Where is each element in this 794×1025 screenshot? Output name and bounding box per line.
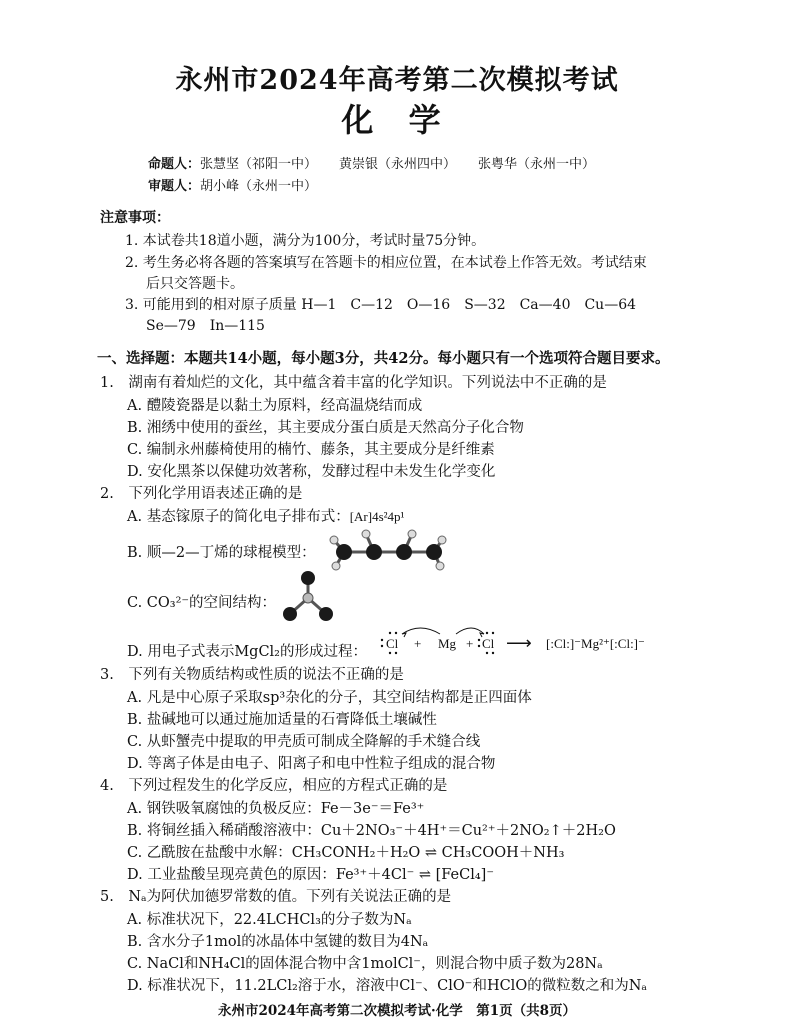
q4-option-b: B. 将铜丝插入稀硝酸溶液中：Cu＋2NO₃⁻＋4H⁺＝Cu²⁺＋2NO₂↑＋2H₂O [127, 823, 616, 839]
q1-option-a: A. 醴陵瓷器是以黏土为原料，经高温烧结而成 [127, 398, 423, 414]
notice-item-3-cont: Se—79 In—115 [146, 318, 265, 334]
notice-item-2-cont: 后只交答题卡。 [146, 276, 244, 292]
q4-option-a: A. 钢铁吸氧腐蚀的负极反应：Fe－3e⁻＝Fe³⁺ [127, 801, 425, 817]
setter-2: 黄崇银（永州四中） [339, 157, 457, 172]
q1-option-b: B. 湘绣中使用的蚕丝，其主要成分蛋白质是天然高分子化合物 [127, 420, 524, 436]
q1-option-d: D. 安化黑茶以保健功效著称，发酵过程中未发生化学变化 [127, 464, 496, 480]
reviewer-name: 胡小峰（永州一中） [200, 179, 318, 194]
formula-plus-left: + [414, 636, 422, 651]
formula-cl-right: Cl [482, 636, 495, 651]
q2-option-c: C. CO₃²⁻的空间结构： [127, 595, 277, 611]
q5-option-c: C. NaCl和NH₄Cl的固体混合物中含1molCl⁻，则混合物中质子数为28Nₐ [127, 956, 603, 972]
page-footer: 永州市2024年高考第二次模拟考试·化学 第1页（共8页） [217, 1003, 577, 1019]
q1-stem: 1. 湖南有着灿烂的文化，其中蕴含着丰富的化学知识。下列说法中不正确的是 [100, 375, 607, 391]
q5-stem: 5. Nₐ为阿伏加德罗常数的值。下列有关说法正确的是 [100, 889, 452, 905]
q4-stem: 4. 下列过程发生的化学反应，相应的方程式正确的是 [100, 778, 448, 794]
formula-cl-left: Cl [386, 636, 399, 651]
q2-option-d: D. 用电子式表示MgCl₂的形成过程： [127, 644, 367, 660]
formula-arrow: ⟶ [506, 633, 532, 653]
formula-mg: Mg [438, 636, 457, 651]
notice-item-1: 1. 本试卷共18道小题，满分为100分，考试时量75分钟。 [125, 233, 486, 249]
setter-3: 张粤华（永州一中） [478, 157, 596, 172]
carbonate-spatial-structure [276, 568, 340, 628]
q4-option-c: C. 乙酰胺在盐酸中水解：CH₃CONH₂＋H₂O ⇌ CH₃COOH＋NH₃ [127, 845, 565, 861]
q3-option-b: B. 盐碱地可以通过施加适量的石膏降低土壤碱性 [127, 712, 437, 728]
setters-line [148, 153, 595, 172]
q2-option-b: B. 顺—2—丁烯的球棍模型： [127, 545, 316, 561]
notice-item-2: 2. 考生务必将各题的答案填写在答题卡的相应位置，在本试卷上作答无效。考试结束 [125, 255, 647, 271]
mgcl2-electron-formula [378, 622, 710, 660]
q2-option-a-text: A. 基态镓原子的简化电子排布式： [127, 509, 350, 525]
reviewer-label: 审题人： [148, 179, 201, 194]
q2-stem: 2. 下列化学用语表述正确的是 [100, 486, 303, 502]
formula-plus-right: + [466, 636, 474, 651]
subject-title: 化 学 [341, 101, 453, 139]
q3-option-d: D. 等离子体是由电子、阳离子和电中性粒子组成的混合物 [127, 756, 496, 772]
cis-2-butene-ball-stick-model [326, 522, 448, 574]
gallium-config: [Ar]4s²4p¹ [349, 509, 405, 524]
reviewer-line [148, 175, 317, 194]
q5-option-d: D. 标准状况下，11.2LCl₂溶于水，溶液中Cl⁻、ClO⁻和HClO的微粒数之和为Nₐ [127, 978, 647, 994]
setters-label: 命题人： [148, 157, 201, 172]
setter-1: 张慧坚（祁阳一中） [200, 157, 318, 172]
q1-option-c: C. 编制永州藤椅使用的楠竹、藤条，其主要成分是纤维素 [127, 442, 495, 458]
q5-option-b: B. 含水分子1mol的冰晶体中氢键的数目为4Nₐ [127, 934, 429, 950]
section-heading: 一、选择题：本题共14小题，每小题3分，共42分。每小题只有一个选项符合题目要求。 [97, 350, 670, 367]
q3-stem: 3. 下列有关物质结构或性质的说法不正确的是 [100, 667, 404, 683]
q3-option-c: C. 从虾蟹壳中提取的甲壳质可制成全降解的手术缝合线 [127, 734, 481, 750]
notice-title: 注意事项： [100, 210, 170, 226]
q5-option-a: A. 标准状况下，22.4LCHCl₃的分子数为Nₐ [127, 912, 412, 928]
q3-option-a: A. 凡是中心原子采取sp³杂化的分子，其空间结构都是正四面体 [127, 690, 532, 706]
notice-item-3: 3. 可能用到的相对原子质量 H—1 C—12 O—16 S—32 Ca—40 Cu—64 [125, 297, 637, 313]
q4-option-d: D. 工业盐酸呈现亮黄色的原因：Fe³⁺＋4Cl⁻ ⇌ [FeCl₄]⁻ [127, 867, 494, 883]
exam-title: 永州市2024年高考第二次模拟考试 [175, 65, 619, 96]
formula-product: [:Cl:]⁻Mg²⁺[:Cl:]⁻ [546, 636, 645, 651]
